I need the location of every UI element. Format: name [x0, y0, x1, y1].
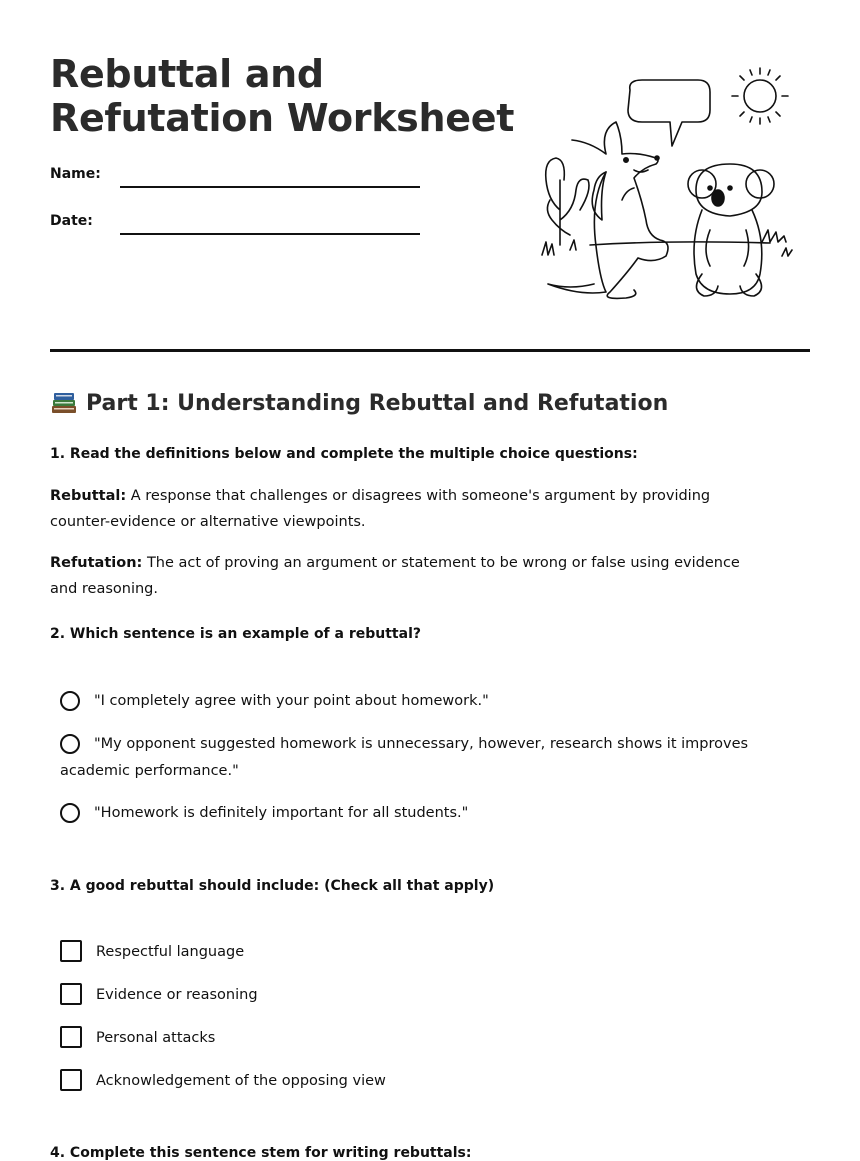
definition-term: Refutation:	[50, 555, 143, 571]
part1-heading	[50, 390, 668, 416]
option-text: Acknowledgement of the opposing view	[96, 1073, 386, 1089]
option-text: "My opponent suggested homework is unnecessary, however, research shows it improves academic performance."	[60, 736, 749, 779]
question-3-option[interactable]	[60, 1025, 820, 1052]
definition-term: Rebuttal:	[50, 488, 127, 504]
radio-button[interactable]	[60, 691, 80, 711]
name-label: Name:	[50, 166, 101, 182]
kangaroo-koala-illustration	[530, 60, 810, 310]
checkbox[interactable]	[60, 1069, 82, 1091]
sun-icon	[732, 68, 788, 124]
option-text: Respectful language	[96, 944, 245, 960]
option-text: Evidence or reasoning	[96, 987, 258, 1003]
definition-text: The act of proving an argument or statement to be wrong or false using evidence and reasoning.	[50, 555, 740, 597]
definition-refutation	[50, 550, 770, 602]
question-2-option[interactable]	[60, 800, 820, 827]
question-2-option[interactable]	[60, 731, 820, 785]
question-3-option[interactable]	[60, 982, 820, 1009]
question-1-label: 1. Read the definitions below and complete the multiple choice questions:	[50, 446, 638, 462]
kangaroo-icon	[548, 122, 668, 298]
definition-rebuttal	[50, 483, 770, 535]
radio-button[interactable]	[60, 803, 80, 823]
question-4-label: 4. Complete this sentence stem for writing rebuttals:	[50, 1145, 472, 1161]
koala-icon	[688, 164, 774, 296]
speech-bubble-icon	[628, 80, 710, 146]
definition-text: A response that challenges or disagrees with someone's argument by providing counter-evidence or alternative viewpoints.	[50, 488, 711, 530]
date-label: Date:	[50, 213, 93, 229]
option-text: Personal attacks	[96, 1030, 216, 1046]
option-text: "Homework is definitely important for all students."	[94, 805, 469, 821]
books-icon	[50, 390, 78, 416]
checkbox[interactable]	[60, 1026, 82, 1048]
page-title: Rebuttal and Refutation Worksheet	[50, 52, 515, 140]
checkbox[interactable]	[60, 940, 82, 962]
part1-heading-text: Part 1: Understanding Rebuttal and Refutation	[86, 390, 669, 416]
radio-button[interactable]	[60, 734, 80, 754]
question-3-option[interactable]	[60, 1068, 820, 1095]
question-2-label: 2. Which sentence is an example of a rebuttal?	[50, 626, 421, 642]
question-3-label: 3. A good rebuttal should include: (Check all that apply)	[50, 878, 495, 894]
name-field[interactable]	[120, 186, 420, 188]
checkbox[interactable]	[60, 983, 82, 1005]
question-2-option[interactable]	[60, 688, 820, 715]
date-field[interactable]	[120, 233, 420, 235]
option-text: "I completely agree with your point about homework."	[94, 693, 489, 709]
question-3-option[interactable]	[60, 939, 820, 966]
header-divider	[50, 349, 810, 352]
